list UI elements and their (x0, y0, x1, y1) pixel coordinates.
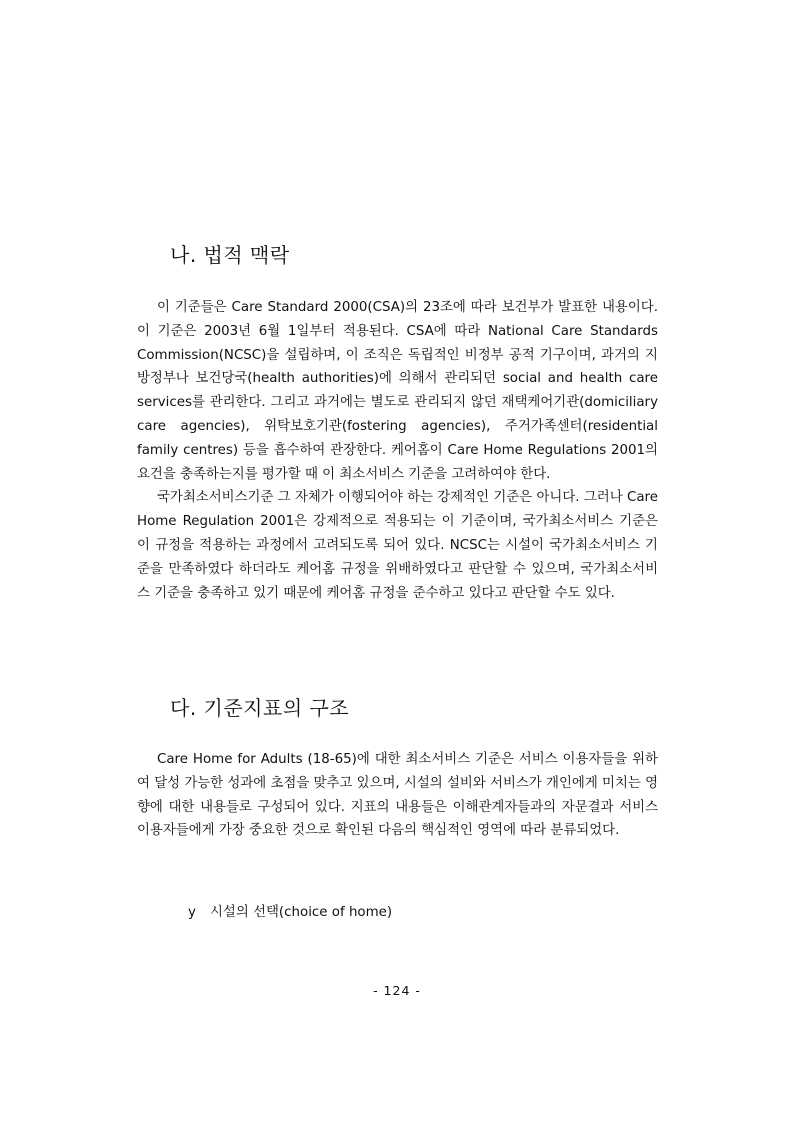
paragraph: 이 기준들은 Care Standard 2000(CSA)의 23조에 따라 보건부가 발표한 내용이다. 이 기준은 2003년 6월 1일부터 적용된다. CSA에 따라 National Care Standards Commission(NCSC)을 설립하며, 이 조직은 독립적인 비정부 공적 기구이며, 과거의 지방정부나 보건당국(health authorities)에 의해서 관리되던 social and health care services를 관리한다. 그리고 과거에는 별도로 관리되지 않던 재택케어기관(domiciliary care agencies), 위탁보호기관(fostering agencies), 주거가족센터(residential family centres) 등을 흡수하여 관장한다. 케어홈이 Care Home Regulations 2001의 요건을 충족하는지를 평가할 때 이 최소서비스 기준을 고려하여야 한다. (137, 300, 658, 482)
section-heading-legal-context: 나. 법적 맥락 (170, 243, 290, 267)
paragraph: Care Home for Adults (18-65)에 대한 최소서비스 기준은 서비스 이용자들을 위하여 달성 가능한 성과에 초점을 맞추고 있으며, 시설의 설비와 서비스가 개인에게 미치는 영향에 대한 내용들로 구성되어 있다. 지표의 내용들은 이해관계자들과의 자문결과 서비스 이용자들에게 가장 중요한 것으로 확인된 다음의 핵심적인 영역에 따라 분류되었다. (137, 752, 659, 839)
bullet-item (188, 901, 392, 920)
bullet-text: 시설의 선택(choice of home) (210, 905, 393, 920)
page-number: - 124 - (373, 983, 421, 998)
section-heading-standards-structure: 다. 기준지표의 구조 (170, 696, 350, 720)
paragraph: 국가최소서비스기준 그 자체가 이행되어야 하는 강제적인 기준은 아니다. 그러나 Care Home Regulation 2001은 강제적으로 적용되는 이 기준이며, 국가최소서비스 기준은 이 규정을 적용하는 과정에서 고려되도록 되어 있다. NCSC는 시설이 국가최소서비스 기준을 만족하였다 하더라도 케어홈 규정을 위배하였다고 판단할 수 있으며, 국가최소서비스 기준을 충족하고 있기 때문에 케어홈 규정을 준수하고 있다고 판단할 수도 있다. (137, 490, 658, 601)
section-body-legal-context (137, 296, 658, 605)
bullet-marker: y (188, 905, 196, 920)
section-body-standards-structure (137, 748, 658, 843)
